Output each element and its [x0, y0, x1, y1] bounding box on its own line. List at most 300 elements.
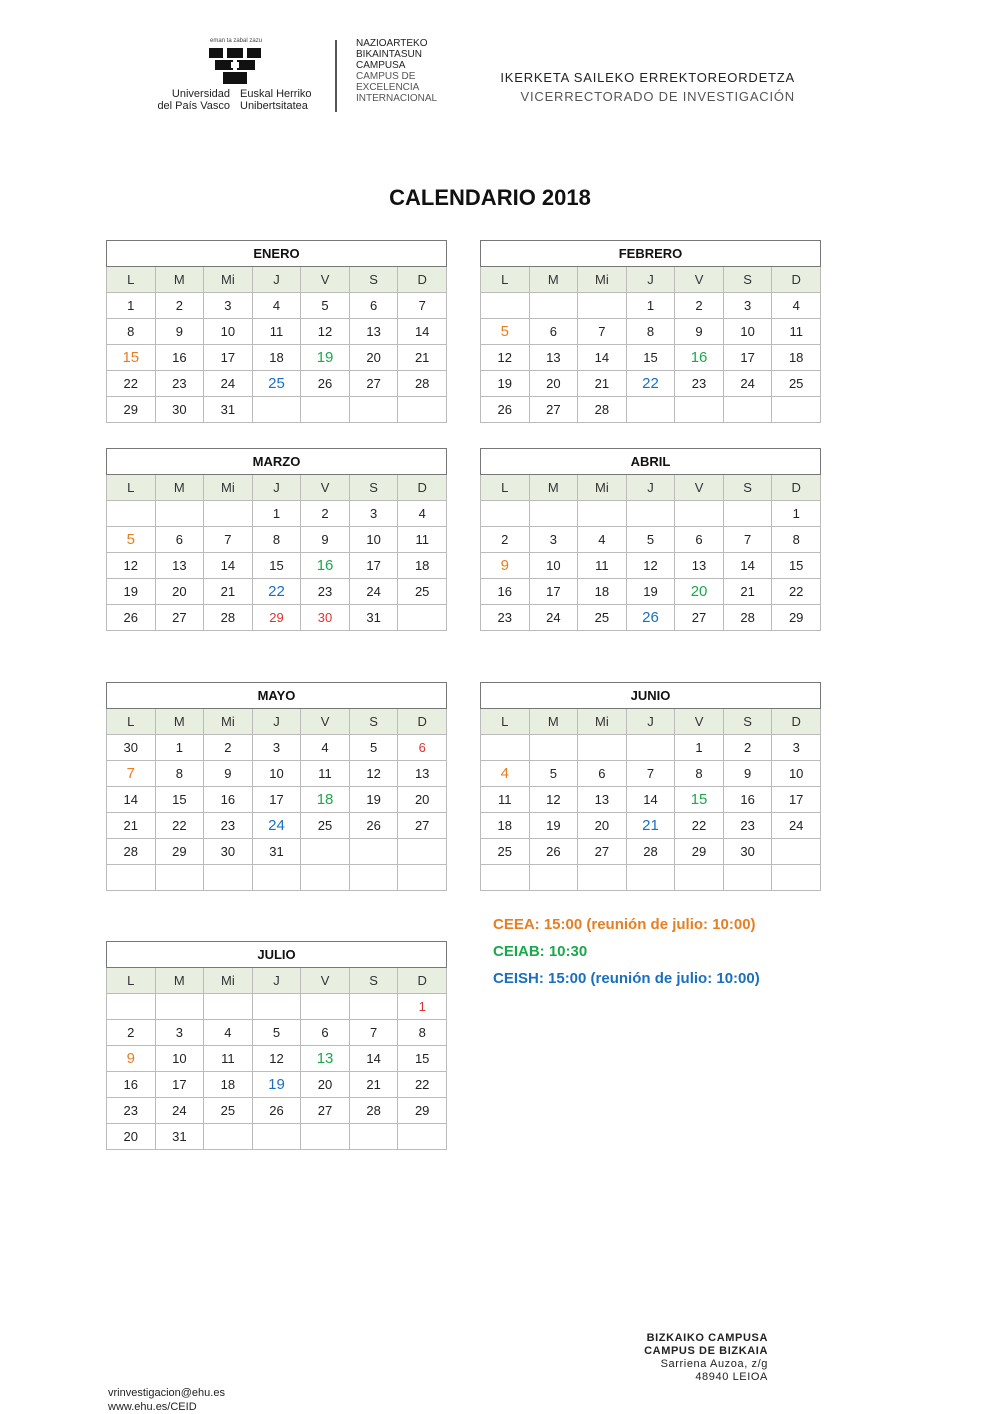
day-cell: 6	[301, 1020, 350, 1046]
day-cell	[349, 397, 398, 423]
weekday-header: D	[772, 709, 821, 735]
university-name-eu: Euskal Herriko Unibertsitatea	[240, 88, 312, 112]
day-cell	[398, 839, 447, 865]
week-row	[481, 501, 821, 527]
weekday-header: L	[107, 709, 156, 735]
day-cell: 10	[772, 761, 821, 787]
day-cell: 24	[204, 371, 253, 397]
campus-excellence-label: NAZIOARTEKO BIKAINTASUN CAMPUSA CAMPUS DE EXCELENCIA INTERNACIONAL	[356, 38, 438, 104]
week-row	[481, 761, 821, 787]
day-cell	[398, 605, 447, 631]
day-cell: 2	[675, 293, 724, 319]
day-cell	[349, 1124, 398, 1150]
day-cell: 22	[398, 1072, 447, 1098]
day-cell: 11	[398, 527, 447, 553]
day-cell: 2	[301, 501, 350, 527]
week-row	[481, 839, 821, 865]
day-cell: 23	[301, 579, 350, 605]
day-cell: 18	[252, 345, 301, 371]
day-cell: 19	[301, 345, 350, 371]
contact-website[interactable]: www.ehu.es/CEID	[108, 1401, 197, 1413]
day-cell	[155, 865, 204, 891]
week-row	[107, 527, 447, 553]
weekday-header: V	[301, 968, 350, 994]
month-junio	[480, 682, 821, 891]
day-cell: 25	[252, 371, 301, 397]
week-row	[107, 839, 447, 865]
day-cell: 17	[155, 1072, 204, 1098]
week-row	[107, 761, 447, 787]
weekday-header: J	[626, 475, 675, 501]
week-row	[107, 813, 447, 839]
day-cell: 10	[155, 1046, 204, 1072]
day-cell: 23	[675, 371, 724, 397]
month-name: MARZO	[107, 449, 447, 475]
weekday-header: M	[529, 709, 578, 735]
day-cell: 21	[398, 345, 447, 371]
weekday-header: Mi	[578, 709, 627, 735]
day-cell: 6	[155, 527, 204, 553]
day-cell	[252, 994, 301, 1020]
university-name-es: Universidad del País Vasco	[157, 88, 230, 112]
weekday-header: S	[349, 968, 398, 994]
day-cell	[675, 865, 724, 891]
day-cell: 24	[252, 813, 301, 839]
week-row	[481, 397, 821, 423]
day-cell: 26	[301, 371, 350, 397]
week-row	[481, 319, 821, 345]
day-cell: 5	[529, 761, 578, 787]
day-cell: 5	[107, 527, 156, 553]
day-cell: 8	[107, 319, 156, 345]
day-cell	[155, 994, 204, 1020]
university-logo	[140, 38, 460, 118]
day-cell: 5	[301, 293, 350, 319]
weekday-header: J	[252, 709, 301, 735]
day-cell: 8	[398, 1020, 447, 1046]
day-cell: 29	[675, 839, 724, 865]
week-row	[107, 319, 447, 345]
day-cell: 10	[349, 527, 398, 553]
day-cell: 1	[675, 735, 724, 761]
day-cell: 14	[578, 345, 627, 371]
day-cell: 19	[252, 1072, 301, 1098]
day-cell: 19	[626, 579, 675, 605]
day-cell: 20	[578, 813, 627, 839]
day-cell: 13	[155, 553, 204, 579]
day-cell: 17	[772, 787, 821, 813]
day-cell: 4	[481, 761, 530, 787]
day-cell: 2	[107, 1020, 156, 1046]
day-cell: 3	[772, 735, 821, 761]
day-cell	[675, 397, 724, 423]
day-cell: 30	[204, 839, 253, 865]
day-cell: 9	[204, 761, 253, 787]
day-cell: 7	[626, 761, 675, 787]
day-cell: 16	[107, 1072, 156, 1098]
day-cell	[301, 994, 350, 1020]
logo-divider	[335, 40, 337, 112]
day-cell	[204, 994, 253, 1020]
day-cell: 14	[204, 553, 253, 579]
day-cell	[578, 865, 627, 891]
day-cell: 25	[578, 605, 627, 631]
week-row	[481, 813, 821, 839]
week-row	[107, 397, 447, 423]
contact-email[interactable]: vrinvestigacion@ehu.es	[108, 1387, 225, 1399]
day-cell: 10	[252, 761, 301, 787]
day-cell: 15	[675, 787, 724, 813]
day-cell: 3	[529, 527, 578, 553]
day-cell: 22	[626, 371, 675, 397]
day-cell: 4	[301, 735, 350, 761]
week-row	[107, 371, 447, 397]
week-row	[107, 865, 447, 891]
week-row	[481, 605, 821, 631]
day-cell	[481, 501, 530, 527]
day-cell: 22	[772, 579, 821, 605]
weekday-header: V	[675, 709, 724, 735]
day-cell: 7	[723, 527, 772, 553]
weekday-header: J	[252, 968, 301, 994]
day-cell: 30	[723, 839, 772, 865]
day-cell: 7	[107, 761, 156, 787]
day-cell: 23	[155, 371, 204, 397]
weekday-header: Mi	[204, 475, 253, 501]
day-cell: 15	[772, 553, 821, 579]
day-cell: 9	[155, 319, 204, 345]
weekday-header: M	[155, 475, 204, 501]
day-cell: 21	[349, 1072, 398, 1098]
day-cell	[626, 501, 675, 527]
week-row	[107, 1046, 447, 1072]
week-row	[107, 345, 447, 371]
weekday-header: L	[481, 475, 530, 501]
weekday-header: D	[398, 475, 447, 501]
university-seal-icon	[207, 46, 263, 86]
day-cell: 22	[107, 371, 156, 397]
day-cell: 27	[675, 605, 724, 631]
weekday-header: M	[529, 267, 578, 293]
day-cell: 28	[723, 605, 772, 631]
week-row	[107, 735, 447, 761]
day-cell: 11	[252, 319, 301, 345]
day-cell	[772, 865, 821, 891]
day-cell: 7	[349, 1020, 398, 1046]
weekday-header: S	[349, 709, 398, 735]
day-cell: 11	[772, 319, 821, 345]
day-cell: 26	[529, 839, 578, 865]
day-cell	[301, 397, 350, 423]
day-cell: 15	[107, 345, 156, 371]
month-name: JULIO	[107, 942, 447, 968]
day-cell: 3	[723, 293, 772, 319]
day-cell: 29	[107, 397, 156, 423]
day-cell	[481, 735, 530, 761]
day-cell: 16	[301, 553, 350, 579]
day-cell	[204, 865, 253, 891]
day-cell: 8	[155, 761, 204, 787]
week-row	[107, 293, 447, 319]
day-cell: 4	[204, 1020, 253, 1046]
day-cell	[772, 397, 821, 423]
day-cell	[398, 1124, 447, 1150]
day-cell: 28	[626, 839, 675, 865]
day-cell: 24	[723, 371, 772, 397]
day-cell: 21	[578, 371, 627, 397]
week-row	[481, 345, 821, 371]
day-cell: 12	[529, 787, 578, 813]
day-cell: 3	[349, 501, 398, 527]
weekday-header: Mi	[204, 968, 253, 994]
week-row	[481, 865, 821, 891]
day-cell: 26	[252, 1098, 301, 1124]
logo-motto: eman ta zabal zazu	[210, 38, 263, 44]
day-cell: 1	[626, 293, 675, 319]
day-cell: 9	[675, 319, 724, 345]
day-cell	[529, 735, 578, 761]
day-cell: 20	[155, 579, 204, 605]
day-cell: 15	[398, 1046, 447, 1072]
month-name: MAYO	[107, 683, 447, 709]
day-cell: 1	[155, 735, 204, 761]
weekday-header: Mi	[204, 267, 253, 293]
weekday-header: V	[301, 267, 350, 293]
day-cell: 3	[155, 1020, 204, 1046]
weekday-header: L	[481, 709, 530, 735]
day-cell: 11	[204, 1046, 253, 1072]
day-cell: 19	[107, 579, 156, 605]
day-cell: 24	[155, 1098, 204, 1124]
day-cell	[626, 735, 675, 761]
weekday-header: S	[723, 267, 772, 293]
day-cell: 27	[301, 1098, 350, 1124]
day-cell	[252, 865, 301, 891]
day-cell: 17	[529, 579, 578, 605]
weekday-header: S	[349, 267, 398, 293]
day-cell: 13	[301, 1046, 350, 1072]
day-cell	[481, 865, 530, 891]
weekday-header: M	[155, 267, 204, 293]
page-title: CALENDARIO 2018	[389, 185, 591, 210]
day-cell	[626, 397, 675, 423]
day-cell: 20	[301, 1072, 350, 1098]
day-cell	[349, 865, 398, 891]
day-cell: 10	[529, 553, 578, 579]
day-cell: 31	[204, 397, 253, 423]
day-cell: 8	[626, 319, 675, 345]
day-cell	[252, 397, 301, 423]
day-cell: 22	[252, 579, 301, 605]
month-enero	[106, 240, 447, 423]
day-cell: 25	[301, 813, 350, 839]
weekday-header: D	[772, 475, 821, 501]
day-cell	[723, 865, 772, 891]
week-row	[107, 1098, 447, 1124]
day-cell: 29	[398, 1098, 447, 1124]
month-julio	[106, 941, 447, 1150]
day-cell: 21	[107, 813, 156, 839]
day-cell: 16	[155, 345, 204, 371]
day-cell	[204, 501, 253, 527]
week-row	[481, 579, 821, 605]
day-cell	[398, 397, 447, 423]
weekday-header: Mi	[204, 709, 253, 735]
day-cell: 16	[204, 787, 253, 813]
day-cell: 18	[481, 813, 530, 839]
day-cell	[481, 293, 530, 319]
day-cell: 12	[481, 345, 530, 371]
week-row	[107, 1072, 447, 1098]
day-cell: 28	[578, 397, 627, 423]
day-cell: 18	[204, 1072, 253, 1098]
weekday-header: L	[107, 475, 156, 501]
day-cell: 12	[252, 1046, 301, 1072]
day-cell: 24	[772, 813, 821, 839]
day-cell: 14	[626, 787, 675, 813]
day-cell: 18	[772, 345, 821, 371]
weekday-header: D	[398, 267, 447, 293]
day-cell: 18	[301, 787, 350, 813]
day-cell: 15	[626, 345, 675, 371]
weekday-header: J	[626, 709, 675, 735]
week-row	[107, 1124, 447, 1150]
weekday-header: S	[723, 709, 772, 735]
weekday-header: V	[675, 267, 724, 293]
day-cell: 11	[481, 787, 530, 813]
day-cell: 12	[349, 761, 398, 787]
day-cell	[204, 1124, 253, 1150]
month-name: JUNIO	[481, 683, 821, 709]
day-cell: 24	[529, 605, 578, 631]
day-cell: 12	[626, 553, 675, 579]
day-cell: 20	[107, 1124, 156, 1150]
day-cell: 15	[155, 787, 204, 813]
weekday-header: D	[398, 709, 447, 735]
day-cell	[301, 865, 350, 891]
day-cell: 31	[155, 1124, 204, 1150]
day-cell	[349, 994, 398, 1020]
day-cell: 31	[252, 839, 301, 865]
legend-ceish: CEISH: 15:00 (reunión de julio: 10:00)	[493, 970, 760, 987]
day-cell: 4	[252, 293, 301, 319]
day-cell: 29	[155, 839, 204, 865]
day-cell: 14	[349, 1046, 398, 1072]
day-cell: 11	[301, 761, 350, 787]
day-cell: 13	[398, 761, 447, 787]
day-cell: 23	[723, 813, 772, 839]
day-cell: 6	[529, 319, 578, 345]
day-cell: 20	[398, 787, 447, 813]
day-cell: 8	[772, 527, 821, 553]
weekday-header: S	[349, 475, 398, 501]
day-cell: 27	[398, 813, 447, 839]
week-row	[481, 787, 821, 813]
day-cell	[529, 865, 578, 891]
day-cell: 21	[626, 813, 675, 839]
day-cell: 2	[481, 527, 530, 553]
day-cell: 25	[772, 371, 821, 397]
day-cell: 8	[675, 761, 724, 787]
month-name: FEBRERO	[481, 241, 821, 267]
day-cell: 12	[107, 553, 156, 579]
day-cell: 6	[578, 761, 627, 787]
day-cell: 6	[349, 293, 398, 319]
day-cell: 29	[252, 605, 301, 631]
day-cell: 9	[301, 527, 350, 553]
day-cell	[107, 865, 156, 891]
weekday-header: M	[529, 475, 578, 501]
day-cell: 30	[155, 397, 204, 423]
day-cell: 9	[481, 553, 530, 579]
weekday-header: J	[252, 267, 301, 293]
day-cell	[155, 501, 204, 527]
weekday-header: Mi	[578, 267, 627, 293]
day-cell: 27	[155, 605, 204, 631]
day-cell: 29	[772, 605, 821, 631]
weekday-header: J	[626, 267, 675, 293]
day-cell: 23	[107, 1098, 156, 1124]
day-cell: 15	[252, 553, 301, 579]
day-cell: 30	[301, 605, 350, 631]
day-cell: 1	[107, 293, 156, 319]
weekday-header: L	[107, 968, 156, 994]
day-cell: 19	[349, 787, 398, 813]
day-cell: 1	[772, 501, 821, 527]
week-row	[107, 553, 447, 579]
day-cell: 22	[155, 813, 204, 839]
day-cell	[723, 397, 772, 423]
weekday-header: D	[398, 968, 447, 994]
department-name-es: VICERRECTORADO DE INVESTIGACIÓN	[520, 89, 795, 104]
day-cell: 28	[204, 605, 253, 631]
day-cell	[529, 293, 578, 319]
day-cell	[349, 839, 398, 865]
footer-contact	[108, 1386, 225, 1414]
month-abril	[480, 448, 821, 631]
day-cell: 16	[723, 787, 772, 813]
day-cell: 27	[349, 371, 398, 397]
day-cell: 24	[349, 579, 398, 605]
weekday-header: M	[155, 709, 204, 735]
legend-ceea: CEEA: 15:00 (reunión de julio: 10:00)	[493, 916, 756, 933]
day-cell: 26	[107, 605, 156, 631]
day-cell: 14	[107, 787, 156, 813]
day-cell: 25	[481, 839, 530, 865]
day-cell: 30	[107, 735, 156, 761]
day-cell: 5	[252, 1020, 301, 1046]
weekday-header: S	[723, 475, 772, 501]
day-cell: 20	[529, 371, 578, 397]
month-mayo	[106, 682, 447, 891]
day-cell: 5	[626, 527, 675, 553]
weekday-header: V	[301, 709, 350, 735]
day-cell: 28	[107, 839, 156, 865]
day-cell: 17	[204, 345, 253, 371]
legend-ceiab: CEIAB: 10:30	[493, 943, 588, 960]
week-row	[107, 501, 447, 527]
day-cell: 3	[204, 293, 253, 319]
weekday-header: L	[107, 267, 156, 293]
day-cell: 1	[398, 994, 447, 1020]
weekday-header: Mi	[578, 475, 627, 501]
day-cell	[301, 839, 350, 865]
day-cell	[107, 994, 156, 1020]
day-cell: 14	[723, 553, 772, 579]
day-cell: 5	[481, 319, 530, 345]
day-cell: 17	[723, 345, 772, 371]
day-cell: 2	[155, 293, 204, 319]
